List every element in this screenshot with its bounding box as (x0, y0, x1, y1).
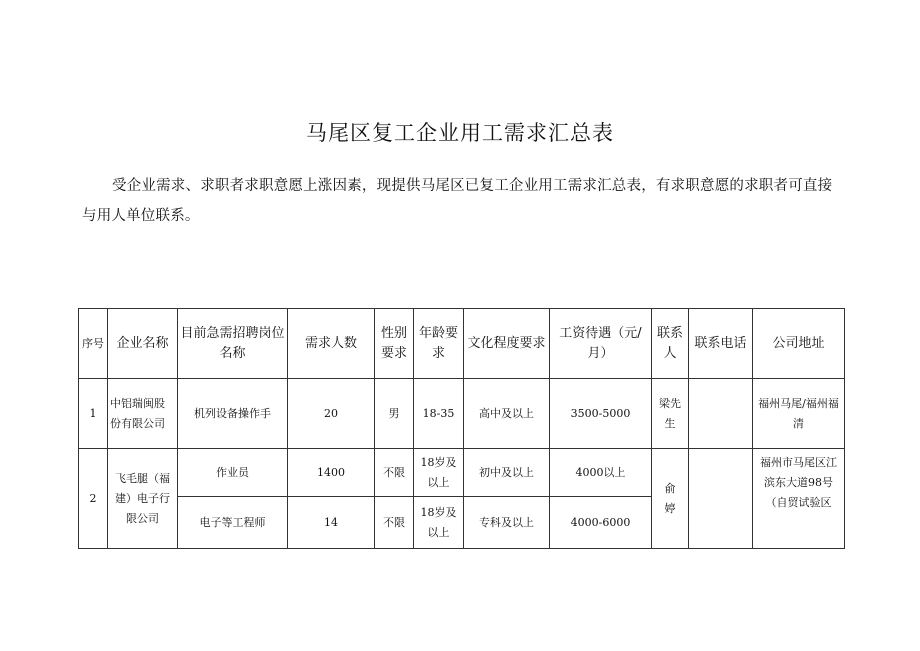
header-seq: 序号 (79, 309, 108, 379)
cell-position: 电子等工程师 (178, 497, 288, 549)
table-header-row (79, 309, 845, 379)
header-gender: 性别要求 (375, 309, 414, 379)
demand-table (78, 308, 845, 549)
table-row (79, 379, 845, 449)
cell-salary: 3500-5000 (550, 379, 652, 449)
cell-gender: 不限 (375, 449, 414, 497)
cell-position: 机列设备操作手 (178, 379, 288, 449)
cell-education: 高中及以上 (464, 379, 550, 449)
header-contact: 联系人 (652, 309, 689, 379)
cell-address: 福州市马尾区江滨东大道98号（自贸试验区 (753, 449, 845, 549)
cell-seq: 1 (79, 379, 108, 449)
page-title: 马尾区复工企业用工需求汇总表 (306, 121, 614, 145)
header-position: 目前急需招聘岗位名称 (178, 309, 288, 379)
cell-contact: 梁先生 (652, 379, 689, 449)
header-education: 文化程度要求 (464, 309, 550, 379)
cell-company: 中铝瑞闽股份有限公司 (108, 379, 178, 449)
cell-position: 作业员 (178, 449, 288, 497)
cell-salary: 4000-6000 (550, 497, 652, 549)
table-row (79, 449, 845, 497)
intro-paragraph: 受企业需求、求职者求职意愿上涨因素，现提供马尾区已复工企业用工需求汇总表，有求职意愿的求职者可直接与用人单位联系。 (82, 178, 833, 224)
cell-age: 18-35 (414, 379, 464, 449)
cell-phone (689, 379, 753, 449)
cell-phone (689, 449, 753, 549)
header-salary: 工资待遇（元/月） (550, 309, 652, 379)
cell-count: 14 (288, 497, 375, 549)
cell-education: 专科及以上 (464, 497, 550, 549)
cell-age: 18岁及以上 (414, 449, 464, 497)
cell-count: 20 (288, 379, 375, 449)
header-address: 公司地址 (753, 309, 845, 379)
cell-contact: 俞婷 (652, 449, 689, 549)
cell-age: 18岁及以上 (414, 497, 464, 549)
header-company: 企业名称 (108, 309, 178, 379)
header-age: 年龄要求 (414, 309, 464, 379)
cell-count: 1400 (288, 449, 375, 497)
header-count: 需求人数 (288, 309, 375, 379)
cell-seq: 2 (79, 449, 108, 549)
cell-education: 初中及以上 (464, 449, 550, 497)
cell-company: 飞毛腿（福建）电子行限公司 (108, 449, 178, 549)
cell-address: 福州马尾/福州福清 (753, 379, 845, 449)
cell-gender: 男 (375, 379, 414, 449)
header-phone: 联系电话 (689, 309, 753, 379)
cell-salary: 4000以上 (550, 449, 652, 497)
cell-gender: 不限 (375, 497, 414, 549)
